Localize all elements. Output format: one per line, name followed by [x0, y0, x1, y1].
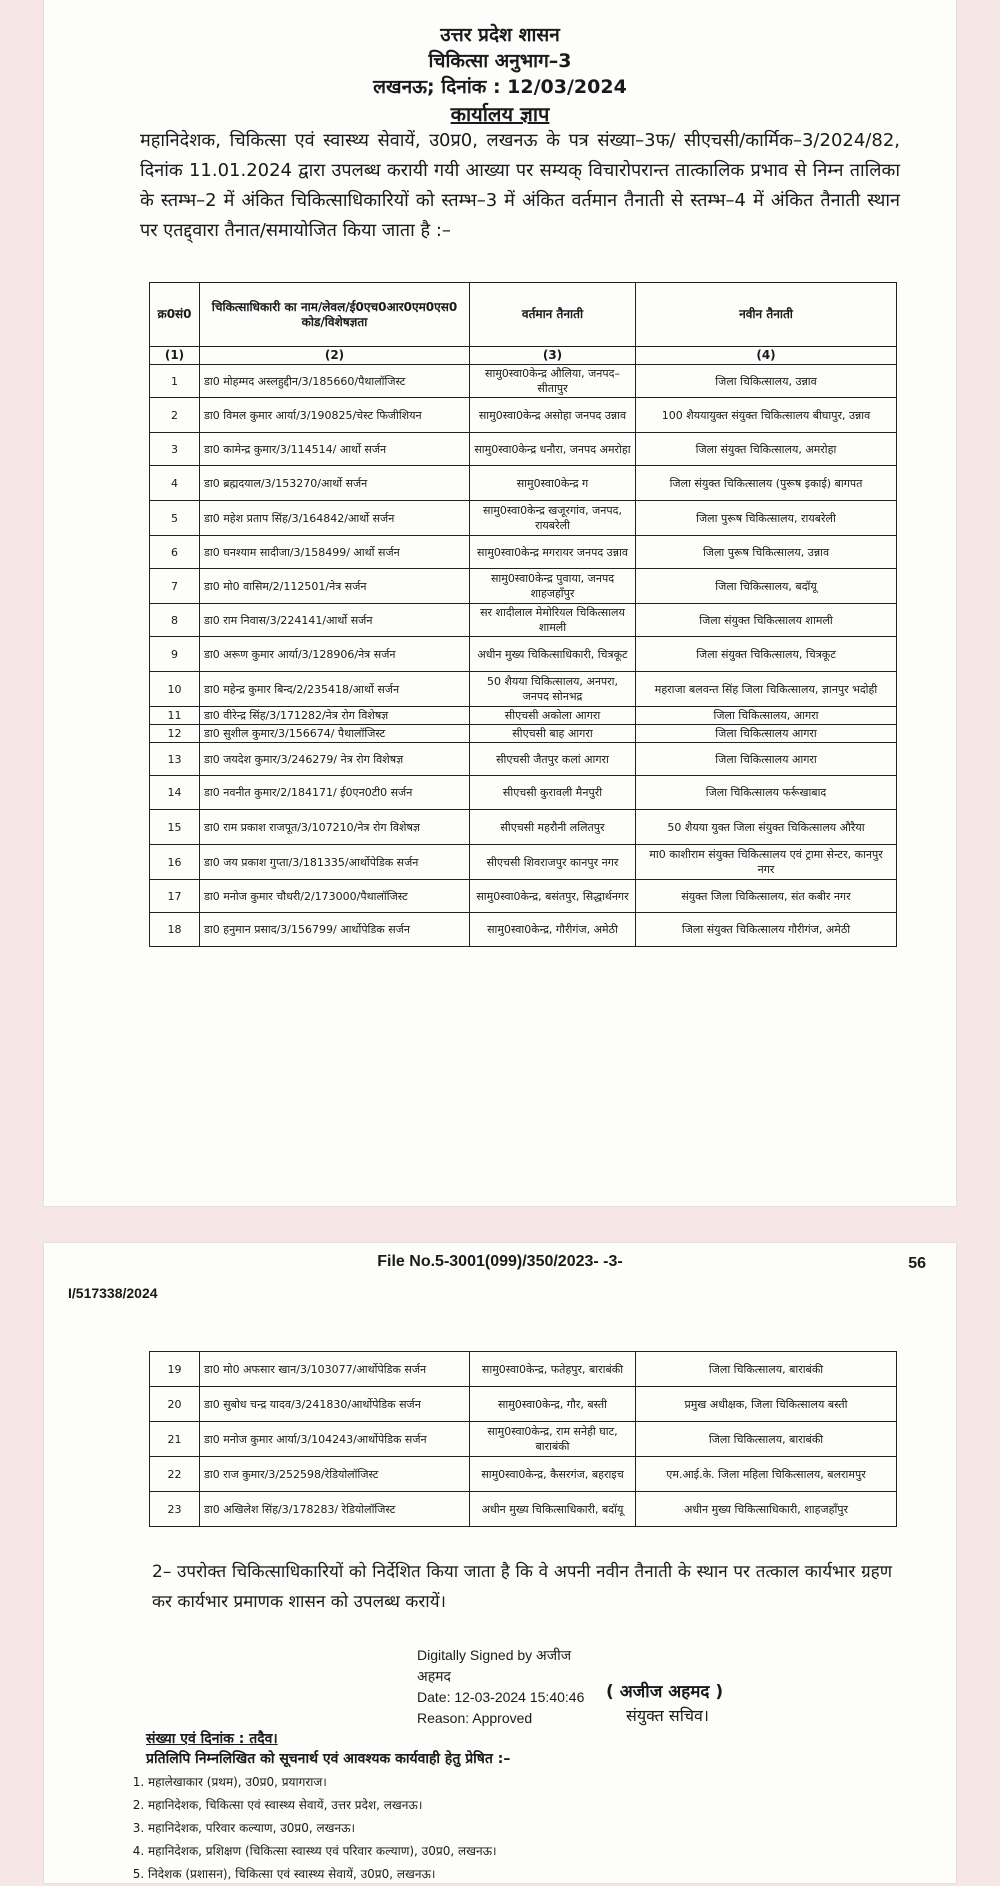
officer-cell: डा0 मनोज कुमार आर्या/3/104243/आर्थोपेडिक सर्जन [200, 1422, 470, 1457]
table-row [150, 845, 897, 880]
serial-number-cell: 8 [150, 604, 200, 637]
letterhead [44, 22, 956, 127]
table-row [150, 810, 897, 845]
table-row [150, 776, 897, 810]
current-posting-cell: अधीन मुख्य चिकित्साधिकारी, चित्रकूट [470, 637, 636, 672]
officer-cell: डा0 सुबोध चन्द्र यादव/3/241830/आर्थोपेडिक सर्जन [200, 1387, 470, 1422]
table-row [150, 725, 897, 743]
serial-number-cell: 4 [150, 466, 200, 501]
officer-cell: डा0 अखिलेश सिंह/3/178283/ रेडियोलॉजिस्ट [200, 1492, 470, 1527]
copy-recipient: 4. महानिदेशक, प्रशिक्षण (चिकित्सा स्वास्थ्य एवं परिवार कल्याण), उ0प्र0, लखनऊ। [148, 1840, 497, 1863]
current-posting-cell: सामु0स्वा0केन्द्र असोहा जनपद उन्नाव [470, 398, 636, 433]
new-posting-cell: जिला संयुक्त चिकित्सालय, चित्रकूट [636, 637, 897, 672]
signer-name-cont: अहमद [417, 1668, 451, 1684]
table-row [150, 433, 897, 466]
current-posting-cell: सामु0स्वा0केन्द्र, गौरीगंज, अमेठी [470, 913, 636, 947]
table-row [150, 466, 897, 501]
officer-cell: डा0 कामेन्द्र कुमार/3/114514/ आर्थो सर्जन [200, 433, 470, 466]
current-posting-cell: सामु0स्वा0केन्द्र, गौर, बस्ती [470, 1387, 636, 1422]
current-posting-cell: अधीन मुख्य चिकित्साधिकारी, बदॉयू [470, 1492, 636, 1527]
current-posting-cell: सामु0स्वा0केन्द्र खजूरगांव, जनपद, रायबरेली [470, 501, 636, 536]
table-row [150, 1352, 897, 1387]
officer-cell: डा0 वीरेन्द्र सिंह/3/171282/नेत्र रोग विशेषज्ञ [200, 707, 470, 725]
officer-cell: डा0 मनोज कुमार चौधरी/2/173000/पैथालॉजिस्ट [200, 880, 470, 913]
officer-cell: डा0 मोहम्मद अस्लहुद्दीन/3/185660/पैथालॉजिस्ट [200, 365, 470, 398]
copy-to-list [128, 1771, 497, 1886]
serial-number-cell: 20 [150, 1387, 200, 1422]
officer-cell: डा0 राम निवास/3/224141/आर्थो सर्जन [200, 604, 470, 637]
current-posting-cell: सीएचसी महरौनी ललितपुर [470, 810, 636, 845]
serial-number-cell: 21 [150, 1422, 200, 1457]
serial-number-cell: 6 [150, 536, 200, 569]
current-posting-cell: सामु0स्वा0केन्द्र मगरायर जनपद उन्नाव [470, 536, 636, 569]
serial-number-cell: 14 [150, 776, 200, 810]
serial-number-cell: 11 [150, 707, 200, 725]
new-posting-cell: प्रमुख अधीक्षक, जिला चिकित्सालय बस्ती [636, 1387, 897, 1422]
serial-number-cell: 15 [150, 810, 200, 845]
serial-number-cell: 2 [150, 398, 200, 433]
current-posting-cell: सीएचसी बाह आगरा [470, 725, 636, 743]
section-title: चिकित्सा अनुभाग–3 [428, 50, 572, 72]
table-row [150, 743, 897, 776]
new-posting-cell: जिला संयुक्त चिकित्सालय, अमरोहा [636, 433, 897, 466]
officer-cell: डा0 महेश प्रताप सिंह/3/164842/आर्थो सर्जन [200, 501, 470, 536]
new-posting-cell: जिला संयुक्त चिकित्सालय (पुरूष इकाई) बागपत [636, 466, 897, 501]
current-posting-cell: सामु0स्वा0केन्द्र धनौरा, जनपद अमरोहा [470, 433, 636, 466]
current-posting-cell: सीएचसी अकोला आगरा [470, 707, 636, 725]
serial-number-cell: 7 [150, 569, 200, 604]
document-page-2 [44, 1243, 956, 1883]
officer-cell: डा0 राम प्रकाश राजपूत/3/107210/नेत्र रोग विशेषज्ञ [200, 810, 470, 845]
officer-cell: डा0 जय प्रकाश गुप्ता/3/181335/आर्थोपेडिक सर्जन [200, 845, 470, 880]
new-posting-cell: जिला चिकित्सालय आगरा [636, 725, 897, 743]
serial-number-cell: 9 [150, 637, 200, 672]
header-current-posting: वर्तमान तैनाती [470, 283, 636, 347]
officer-cell: डा0 महेन्द्र कुमार बिन्द/2/235418/आर्थो सर्जन [200, 672, 470, 707]
new-posting-cell: जिला पुरूष चिकित्सालय, रायबरेली [636, 501, 897, 536]
new-posting-cell: जिला संयुक्त चिकित्सालय शामली [636, 604, 897, 637]
eoffice-reference: I/517338/2024 [68, 1285, 158, 1301]
signature-date: Date: 12-03-2024 15:40:46 [417, 1689, 585, 1705]
col-number: (1) [150, 347, 200, 365]
col-number: (4) [636, 347, 897, 365]
serial-number-cell: 5 [150, 501, 200, 536]
instruction-paragraph: 2– उपरोक्त चिकित्साधिकारियों को निर्देशित किया जाता है कि वे अपनी नवीन तैनाती के स्थान पर तत्काल कार्यभार ग्रहण कर कार्यभार प्रमाणक शासन को उपलब्ध करायें। [152, 1562, 892, 1612]
column-number-row [150, 347, 897, 365]
table-row [150, 536, 897, 569]
table-row [150, 880, 897, 913]
number-and-date: संख्या एवं दिनांक : तदैव। [146, 1731, 278, 1747]
table-row [150, 569, 897, 604]
signatory-name: ( अजीज अहमद ) [606, 1682, 724, 1702]
page-number: 56 [908, 1255, 926, 1272]
copy-to-heading: प्रतिलिपि निम्नलिखित को सूचनार्थ एवं आवश्यक कार्यवाही हेतु प्रेषित :– [146, 1751, 511, 1767]
current-posting-cell: सीएचसी शिवराजपुर कानपुर नगर [470, 845, 636, 880]
government-title: उत्तर प्रदेश शासन [440, 24, 560, 46]
table-row [150, 604, 897, 637]
col-number: (2) [200, 347, 470, 365]
new-posting-cell: जिला चिकित्सालय, बाराबंकी [636, 1352, 897, 1387]
officer-cell: डा0 अरूण कुमार आर्या/3/128906/नेत्र सर्जन [200, 637, 470, 672]
new-posting-cell: जिला संयुक्त चिकित्सालय गौरीगंज, अमेठी [636, 913, 897, 947]
officer-cell: डा0 घनश्याम सादीजा/3/158499/ आर्थो सर्जन [200, 536, 470, 569]
officer-cell: डा0 विमल कुमार आर्या/3/190825/चेस्ट फिजीशियन [200, 398, 470, 433]
serial-number-cell: 3 [150, 433, 200, 466]
new-posting-cell: संयुक्त जिला चिकित्सालय, संत कबीर नगर [636, 880, 897, 913]
serial-number-cell: 18 [150, 913, 200, 947]
table-row [150, 707, 897, 725]
current-posting-cell: सामु0स्वा0केन्द्र ग [470, 466, 636, 501]
digital-signature-block [417, 1645, 584, 1729]
new-posting-cell: जिला चिकित्सालय फर्रूखाबाद [636, 776, 897, 810]
document-page-1 [44, 0, 956, 1206]
serial-number-cell: 22 [150, 1457, 200, 1492]
serial-number-cell: 10 [150, 672, 200, 707]
current-posting-cell: सर शादीलाल मेमोरियल चिकित्सालय शामली [470, 604, 636, 637]
serial-number-cell: 12 [150, 725, 200, 743]
officer-cell: डा0 जयदेश कुमार/3/246279/ नेत्र रोग विशेषज्ञ [200, 743, 470, 776]
table-row [150, 1457, 897, 1492]
header-new-posting: नवीन तैनाती [636, 283, 897, 347]
serial-number-cell: 13 [150, 743, 200, 776]
officer-cell: डा0 नवनीत कुमार/2/184171/ ई0एन0टी0 सर्जन [200, 776, 470, 810]
signature-reason: Reason: Approved [417, 1710, 533, 1726]
new-posting-cell: महराजा बलवन्त सिंह जिला चिकित्सालय, ज्ञानपुर भदोही [636, 672, 897, 707]
order-paragraph: महानिदेशक, चिकित्सा एवं स्वास्थ्य सेवायें, उ0प्र0, लखनऊ के पत्र संख्या–3फ/ सीएचसी/कार्मिक–3/2024/82, दिनांक 11.01.2024 द्वारा उपलब्ध करायी गयी आख्या पर सम्यक् विचारोपरान्त तात्कालिक प्रभाव से निम्न तालिका के स्तम्भ–2 में अंकित चिकित्साधिकारियों को स्तम्भ–3 में अंकित वर्तमान तैनाती से स्तम्भ–4 में अंकित तैनाती स्थान पर एतद्द्वारा तैनात/समायोजित किया जाता है :– [140, 130, 900, 241]
copy-recipient: 2. महानिदेशक, चिकित्सा एवं स्वास्थ्य सेवायें, उत्तर प्रदेश, लखनऊ। [148, 1794, 497, 1817]
officer-cell: डा0 राज कुमार/3/252598/रेडियोलॉजिस्ट [200, 1457, 470, 1492]
serial-number-cell: 23 [150, 1492, 200, 1527]
file-number: File No.5-3001(099)/350/2023- -3- [377, 1253, 623, 1270]
posting-table-continued [149, 1351, 897, 1527]
new-posting-cell: जिला चिकित्सालय, बदॉयू [636, 569, 897, 604]
current-posting-cell: सीएचसी कुरावली मैनपुरी [470, 776, 636, 810]
posting-table [149, 282, 897, 947]
table-row [150, 365, 897, 398]
copy-recipient: 5. निदेशक (प्रशासन), चिकित्सा एवं स्वास्थ्य सेवायें, उ0प्र0, लखनऊ। [148, 1863, 497, 1886]
current-posting-cell: सामु0स्वा0केन्द्र, राम सनेही घाट, बाराबंकी [470, 1422, 636, 1457]
serial-number-cell: 19 [150, 1352, 200, 1387]
new-posting-cell: मा0 काशीराम संयुक्त चिकित्सालय एवं ट्रामा सेन्टर, कानपुर नगर [636, 845, 897, 880]
table-row [150, 672, 897, 707]
copy-recipient: 3. महानिदेशक, परिवार कल्याण, उ0प्र0, लखनऊ। [148, 1817, 497, 1840]
copy-recipient: 1. महालेखाकार (प्रथम), उ0प्र0, प्रयागराज। [148, 1771, 497, 1794]
officer-cell: डा0 सुशील कुमार/3/156674/ पैथालॉजिस्ट [200, 725, 470, 743]
current-posting-cell: 50 शैयया चिकित्सालय, अनपरा, जनपद सोनभद्र [470, 672, 636, 707]
table-row [150, 1492, 897, 1527]
new-posting-cell: जिला चिकित्सालय आगरा [636, 743, 897, 776]
officer-cell: डा0 मो0 वासिम/2/112501/नेत्र सर्जन [200, 569, 470, 604]
serial-number-cell: 16 [150, 845, 200, 880]
new-posting-cell: जिला पुरूष चिकित्सालय, उन्नाव [636, 536, 897, 569]
table-row [150, 501, 897, 536]
new-posting-cell: 100 शैययायुक्त संयुक्त चिकित्सालय बीघापुर, उन्नाव [636, 398, 897, 433]
table-header-row [150, 283, 897, 347]
table-row [150, 637, 897, 672]
current-posting-cell: सामु0स्वा0केन्द्र, कैसरगंज, बहराइच [470, 1457, 636, 1492]
signatory-designation: संयुक्त सचिव। [626, 1706, 709, 1725]
memo-title: कार्यालय ज्ञाप [450, 102, 550, 126]
header-serial: क्र0सं0 [150, 283, 200, 347]
new-posting-cell: जिला चिकित्सालय, बाराबंकी [636, 1422, 897, 1457]
digitally-signed-by: Digitally Signed by अजीज [417, 1647, 572, 1663]
new-posting-cell: जिला चिकित्सालय, आगरा [636, 707, 897, 725]
current-posting-cell: सामु0स्वा0केन्द्र, बसंतपुर, सिद्धार्थनगर [470, 880, 636, 913]
table-row [150, 398, 897, 433]
current-posting-cell: सामु0स्वा0केन्द्र, फतेहपुर, बाराबंकी [470, 1352, 636, 1387]
new-posting-cell: 50 शैयया युक्त जिला संयुक्त चिकित्सालय औरैया [636, 810, 897, 845]
current-posting-cell: सामु0स्वा0केन्द्र औलिया, जनपद– सीतापुर [470, 365, 636, 398]
table-row [150, 1387, 897, 1422]
new-posting-cell: एम.आई.के. जिला महिला चिकित्सालय, बलरामपुर [636, 1457, 897, 1492]
officer-cell: डा0 ब्रह्मदयाल/3/153270/आर्थो सर्जन [200, 466, 470, 501]
serial-number-cell: 17 [150, 880, 200, 913]
header-officer: चिकित्साधिकारी का नाम/लेवल/ई0एच0आर0एम0एस0 कोड/विशेषज्ञता [200, 283, 470, 347]
new-posting-cell: जिला चिकित्सालय, उन्नाव [636, 365, 897, 398]
place-date: लखनऊ; दिनांक : 12/03/2024 [373, 76, 627, 98]
table-row [150, 913, 897, 947]
current-posting-cell: सामु0स्वा0केन्द्र पुवाया, जनपद शाहजहाँपुर [470, 569, 636, 604]
new-posting-cell: अधीन मुख्य चिकित्साधिकारी, शाहजहाँपुर [636, 1492, 897, 1527]
officer-cell: डा0 मो0 अफसार खान/3/103077/आर्थोपेडिक सर्जन [200, 1352, 470, 1387]
serial-number-cell: 1 [150, 365, 200, 398]
table-row [150, 1422, 897, 1457]
current-posting-cell: सीएचसी जैतपुर कलां आगरा [470, 743, 636, 776]
officer-cell: डा0 हनुमान प्रसाद/3/156799/ आर्थोपेडिक सर्जन [200, 913, 470, 947]
col-number: (3) [470, 347, 636, 365]
